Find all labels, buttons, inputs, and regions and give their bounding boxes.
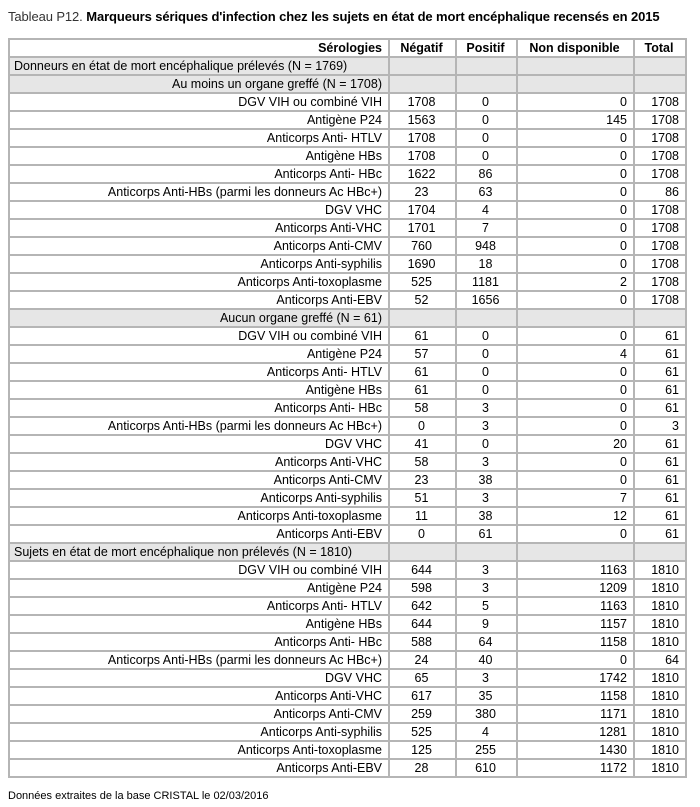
cell-positif: 18: [456, 255, 517, 273]
cell-total: 61: [634, 489, 686, 507]
cell-negatif: 61: [389, 381, 456, 399]
cell-total: 86: [634, 183, 686, 201]
row-label: Antigène P24: [9, 579, 389, 597]
row-label: DGV VHC: [9, 201, 389, 219]
row-label: Anticorps Anti-toxoplasme: [9, 507, 389, 525]
cell-positif: 0: [456, 345, 517, 363]
cell-total: 1810: [634, 705, 686, 723]
cell-positif: 7: [456, 219, 517, 237]
cell-negatif: 28: [389, 759, 456, 777]
cell-positif: 86: [456, 165, 517, 183]
row-label: Anticorps Anti- HBc: [9, 165, 389, 183]
cell-negatif: 58: [389, 399, 456, 417]
cell-total: 61: [634, 471, 686, 489]
cell-non-disponible: 0: [517, 327, 634, 345]
cell-non-disponible: 0: [517, 165, 634, 183]
table-row: [9, 489, 686, 507]
cell-negatif: 61: [389, 327, 456, 345]
group-empty-cell: [634, 57, 686, 75]
cell-non-disponible: 0: [517, 183, 634, 201]
cell-total: 1810: [634, 669, 686, 687]
row-label: Anticorps Anti-EBV: [9, 291, 389, 309]
table-row: [9, 705, 686, 723]
row-label: Anticorps Anti-CMV: [9, 237, 389, 255]
header-total: Total: [634, 39, 686, 57]
row-label: Anticorps Anti-toxoplasme: [9, 741, 389, 759]
cell-positif: 64: [456, 633, 517, 651]
group-header-row: [9, 75, 686, 93]
cell-non-disponible: 1430: [517, 741, 634, 759]
cell-negatif: 23: [389, 183, 456, 201]
cell-positif: 3: [456, 669, 517, 687]
table-row: [9, 201, 686, 219]
cell-total: 1810: [634, 633, 686, 651]
cell-non-disponible: 0: [517, 471, 634, 489]
cell-total: 61: [634, 399, 686, 417]
table-row: [9, 327, 686, 345]
cell-positif: 63: [456, 183, 517, 201]
group-empty-cell: [517, 57, 634, 75]
cell-non-disponible: 0: [517, 453, 634, 471]
group-empty-cell: [517, 75, 634, 93]
cell-positif: 0: [456, 111, 517, 129]
table-row: [9, 579, 686, 597]
cell-total: 61: [634, 363, 686, 381]
cell-total: 1810: [634, 579, 686, 597]
cell-positif: 0: [456, 363, 517, 381]
cell-total: 1810: [634, 687, 686, 705]
table-row: [9, 237, 686, 255]
cell-non-disponible: 1742: [517, 669, 634, 687]
cell-non-disponible: 0: [517, 363, 634, 381]
cell-negatif: 644: [389, 615, 456, 633]
cell-non-disponible: 0: [517, 93, 634, 111]
cell-negatif: 525: [389, 273, 456, 291]
cell-positif: 40: [456, 651, 517, 669]
table-row: [9, 147, 686, 165]
table-row: [9, 345, 686, 363]
table-row: [9, 633, 686, 651]
cell-non-disponible: 145: [517, 111, 634, 129]
group-empty-cell: [389, 75, 456, 93]
row-label: Anticorps Anti-HBs (parmi les donneurs Ac HBc+): [9, 651, 389, 669]
cell-non-disponible: 1157: [517, 615, 634, 633]
row-label: DGV VHC: [9, 669, 389, 687]
cell-total: 3: [634, 417, 686, 435]
cell-negatif: 11: [389, 507, 456, 525]
cell-negatif: 61: [389, 363, 456, 381]
row-label: DGV VIH ou combiné VIH: [9, 561, 389, 579]
cell-positif: 0: [456, 435, 517, 453]
cell-non-disponible: 1171: [517, 705, 634, 723]
table-row: [9, 435, 686, 453]
row-label: Antigène P24: [9, 111, 389, 129]
row-label: Anticorps Anti- HTLV: [9, 597, 389, 615]
table-row: [9, 525, 686, 543]
cell-negatif: 52: [389, 291, 456, 309]
cell-positif: 3: [456, 417, 517, 435]
cell-total: 61: [634, 381, 686, 399]
row-label: Anticorps Anti-HBs (parmi les donneurs Ac HBc+): [9, 183, 389, 201]
table-row: [9, 165, 686, 183]
cell-negatif: 1708: [389, 129, 456, 147]
cell-total: 1708: [634, 291, 686, 309]
row-label: Anticorps Anti-syphilis: [9, 723, 389, 741]
row-label: Anticorps Anti-CMV: [9, 705, 389, 723]
cell-positif: 380: [456, 705, 517, 723]
table-row: [9, 129, 686, 147]
table-title: [8, 9, 660, 24]
cell-positif: 35: [456, 687, 517, 705]
header-serologies: Sérologies: [9, 39, 389, 57]
cell-non-disponible: 1163: [517, 561, 634, 579]
cell-negatif: 644: [389, 561, 456, 579]
cell-positif: 61: [456, 525, 517, 543]
cell-total: 1810: [634, 723, 686, 741]
cell-total: 1708: [634, 93, 686, 111]
group-label: Au moins un organe greffé (N = 1708): [9, 75, 389, 93]
cell-total: 1708: [634, 219, 686, 237]
table-row: [9, 111, 686, 129]
table-header-row: [9, 39, 686, 57]
header-non-disponible: Non disponible: [517, 39, 634, 57]
cell-total: 1708: [634, 237, 686, 255]
cell-positif: 1656: [456, 291, 517, 309]
group-empty-cell: [389, 57, 456, 75]
cell-negatif: 1704: [389, 201, 456, 219]
table-body: [9, 57, 686, 777]
cell-total: 61: [634, 327, 686, 345]
table-row: [9, 687, 686, 705]
row-label: Anticorps Anti-EBV: [9, 759, 389, 777]
cell-total: 61: [634, 435, 686, 453]
cell-positif: 4: [456, 723, 517, 741]
table-row: [9, 417, 686, 435]
cell-total: 1810: [634, 615, 686, 633]
source-footnote: Données extraites de la base CRISTAL le 02/03/2016: [8, 790, 269, 802]
group-header-row: [9, 57, 686, 75]
cell-non-disponible: 0: [517, 381, 634, 399]
cell-positif: 3: [456, 579, 517, 597]
cell-non-disponible: 1163: [517, 597, 634, 615]
table-row: [9, 669, 686, 687]
table-row: [9, 183, 686, 201]
cell-negatif: 1690: [389, 255, 456, 273]
cell-non-disponible: 0: [517, 417, 634, 435]
row-label: Anticorps Anti-VHC: [9, 453, 389, 471]
cell-positif: 1181: [456, 273, 517, 291]
cell-positif: 38: [456, 471, 517, 489]
cell-non-disponible: 1281: [517, 723, 634, 741]
group-empty-cell: [456, 309, 517, 327]
row-label: DGV VIH ou combiné VIH: [9, 93, 389, 111]
table-row: [9, 291, 686, 309]
group-header-row: [9, 543, 686, 561]
cell-negatif: 259: [389, 705, 456, 723]
cell-non-disponible: 1158: [517, 633, 634, 651]
group-empty-cell: [517, 543, 634, 561]
row-label: Anticorps Anti- HBc: [9, 399, 389, 417]
cell-total: 1810: [634, 741, 686, 759]
group-empty-cell: [456, 75, 517, 93]
cell-positif: 948: [456, 237, 517, 255]
cell-total: 1708: [634, 129, 686, 147]
row-label: Anticorps Anti-syphilis: [9, 255, 389, 273]
cell-negatif: 125: [389, 741, 456, 759]
cell-negatif: 65: [389, 669, 456, 687]
cell-total: 1708: [634, 273, 686, 291]
row-label: Antigène HBs: [9, 381, 389, 399]
header-negatif: Négatif: [389, 39, 456, 57]
cell-non-disponible: 0: [517, 525, 634, 543]
cell-non-disponible: 0: [517, 255, 634, 273]
cell-negatif: 1708: [389, 147, 456, 165]
table-row: [9, 255, 686, 273]
row-label: Antigène HBs: [9, 615, 389, 633]
cell-negatif: 1563: [389, 111, 456, 129]
row-label: Anticorps Anti- HTLV: [9, 363, 389, 381]
cell-positif: 38: [456, 507, 517, 525]
cell-negatif: 1701: [389, 219, 456, 237]
cell-negatif: 41: [389, 435, 456, 453]
cell-positif: 255: [456, 741, 517, 759]
cell-total: 1810: [634, 759, 686, 777]
row-label: DGV VIH ou combiné VIH: [9, 327, 389, 345]
group-empty-cell: [634, 309, 686, 327]
cell-non-disponible: 0: [517, 219, 634, 237]
cell-total: 1810: [634, 597, 686, 615]
cell-total: 1708: [634, 165, 686, 183]
table-row: [9, 219, 686, 237]
group-header-row: [9, 309, 686, 327]
row-label: Anticorps Anti-HBs (parmi les donneurs Ac HBc+): [9, 417, 389, 435]
cell-positif: 3: [456, 489, 517, 507]
cell-negatif: 24: [389, 651, 456, 669]
cell-positif: 3: [456, 561, 517, 579]
cell-non-disponible: 0: [517, 129, 634, 147]
group-empty-cell: [389, 309, 456, 327]
cell-non-disponible: 0: [517, 651, 634, 669]
table-row: [9, 507, 686, 525]
table-title-prefix: Tableau P12.: [8, 9, 83, 24]
cell-positif: 4: [456, 201, 517, 219]
cell-total: 61: [634, 345, 686, 363]
cell-non-disponible: 0: [517, 147, 634, 165]
cell-positif: 0: [456, 147, 517, 165]
cell-total: 1708: [634, 255, 686, 273]
table-row: [9, 381, 686, 399]
table-row: [9, 399, 686, 417]
row-label: Anticorps Anti-VHC: [9, 219, 389, 237]
cell-positif: 5: [456, 597, 517, 615]
table-row: [9, 759, 686, 777]
group-empty-cell: [517, 309, 634, 327]
cell-negatif: 642: [389, 597, 456, 615]
cell-positif: 610: [456, 759, 517, 777]
cell-negatif: 51: [389, 489, 456, 507]
cell-non-disponible: 7: [517, 489, 634, 507]
cell-non-disponible: 0: [517, 237, 634, 255]
row-label: Anticorps Anti-toxoplasme: [9, 273, 389, 291]
cell-negatif: 1708: [389, 93, 456, 111]
cell-negatif: 588: [389, 633, 456, 651]
table-row: [9, 597, 686, 615]
cell-positif: 3: [456, 453, 517, 471]
cell-non-disponible: 0: [517, 399, 634, 417]
cell-total: 61: [634, 525, 686, 543]
table-row: [9, 651, 686, 669]
cell-negatif: 23: [389, 471, 456, 489]
cell-negatif: 598: [389, 579, 456, 597]
row-label: DGV VHC: [9, 435, 389, 453]
cell-non-disponible: 0: [517, 291, 634, 309]
table-row: [9, 273, 686, 291]
row-label: Anticorps Anti-EBV: [9, 525, 389, 543]
row-label: Antigène HBs: [9, 147, 389, 165]
header-positif: Positif: [456, 39, 517, 57]
row-label: Anticorps Anti-syphilis: [9, 489, 389, 507]
cell-total: 61: [634, 453, 686, 471]
cell-non-disponible: 12: [517, 507, 634, 525]
cell-negatif: 525: [389, 723, 456, 741]
cell-negatif: 0: [389, 525, 456, 543]
table-row: [9, 93, 686, 111]
cell-positif: 0: [456, 129, 517, 147]
cell-negatif: 0: [389, 417, 456, 435]
group-empty-cell: [634, 75, 686, 93]
cell-positif: 3: [456, 399, 517, 417]
table-row: [9, 741, 686, 759]
table-row: [9, 453, 686, 471]
cell-non-disponible: 4: [517, 345, 634, 363]
table-row: [9, 363, 686, 381]
group-empty-cell: [456, 57, 517, 75]
cell-total: 1708: [634, 201, 686, 219]
group-empty-cell: [456, 543, 517, 561]
cell-total: 1708: [634, 111, 686, 129]
row-label: Antigène P24: [9, 345, 389, 363]
cell-total: 61: [634, 507, 686, 525]
table-row: [9, 561, 686, 579]
cell-positif: 0: [456, 381, 517, 399]
table-title-text: Marqueurs sériques d'infection chez les sujets en état de mort encéphalique recensés en 2015: [82, 9, 660, 24]
row-label: Anticorps Anti- HBc: [9, 633, 389, 651]
cell-negatif: 760: [389, 237, 456, 255]
table-row: [9, 615, 686, 633]
table-row: [9, 723, 686, 741]
cell-positif: 0: [456, 93, 517, 111]
cell-positif: 9: [456, 615, 517, 633]
cell-total: 1810: [634, 561, 686, 579]
group-label: Sujets en état de mort encéphalique non prélevés (N = 1810): [9, 543, 389, 561]
cell-non-disponible: 1158: [517, 687, 634, 705]
group-label: Aucun organe greffé (N = 61): [9, 309, 389, 327]
group-label: Donneurs en état de mort encéphalique prélevés (N = 1769): [9, 57, 389, 75]
cell-total: 1708: [634, 147, 686, 165]
group-empty-cell: [634, 543, 686, 561]
cell-non-disponible: 1209: [517, 579, 634, 597]
serology-table: [8, 38, 687, 778]
cell-negatif: 617: [389, 687, 456, 705]
row-label: Anticorps Anti-CMV: [9, 471, 389, 489]
cell-positif: 0: [456, 327, 517, 345]
cell-non-disponible: 0: [517, 201, 634, 219]
row-label: Anticorps Anti- HTLV: [9, 129, 389, 147]
cell-negatif: 58: [389, 453, 456, 471]
cell-non-disponible: 20: [517, 435, 634, 453]
cell-non-disponible: 2: [517, 273, 634, 291]
cell-non-disponible: 1172: [517, 759, 634, 777]
cell-negatif: 57: [389, 345, 456, 363]
cell-negatif: 1622: [389, 165, 456, 183]
row-label: Anticorps Anti-VHC: [9, 687, 389, 705]
table-row: [9, 471, 686, 489]
cell-total: 64: [634, 651, 686, 669]
group-empty-cell: [389, 543, 456, 561]
